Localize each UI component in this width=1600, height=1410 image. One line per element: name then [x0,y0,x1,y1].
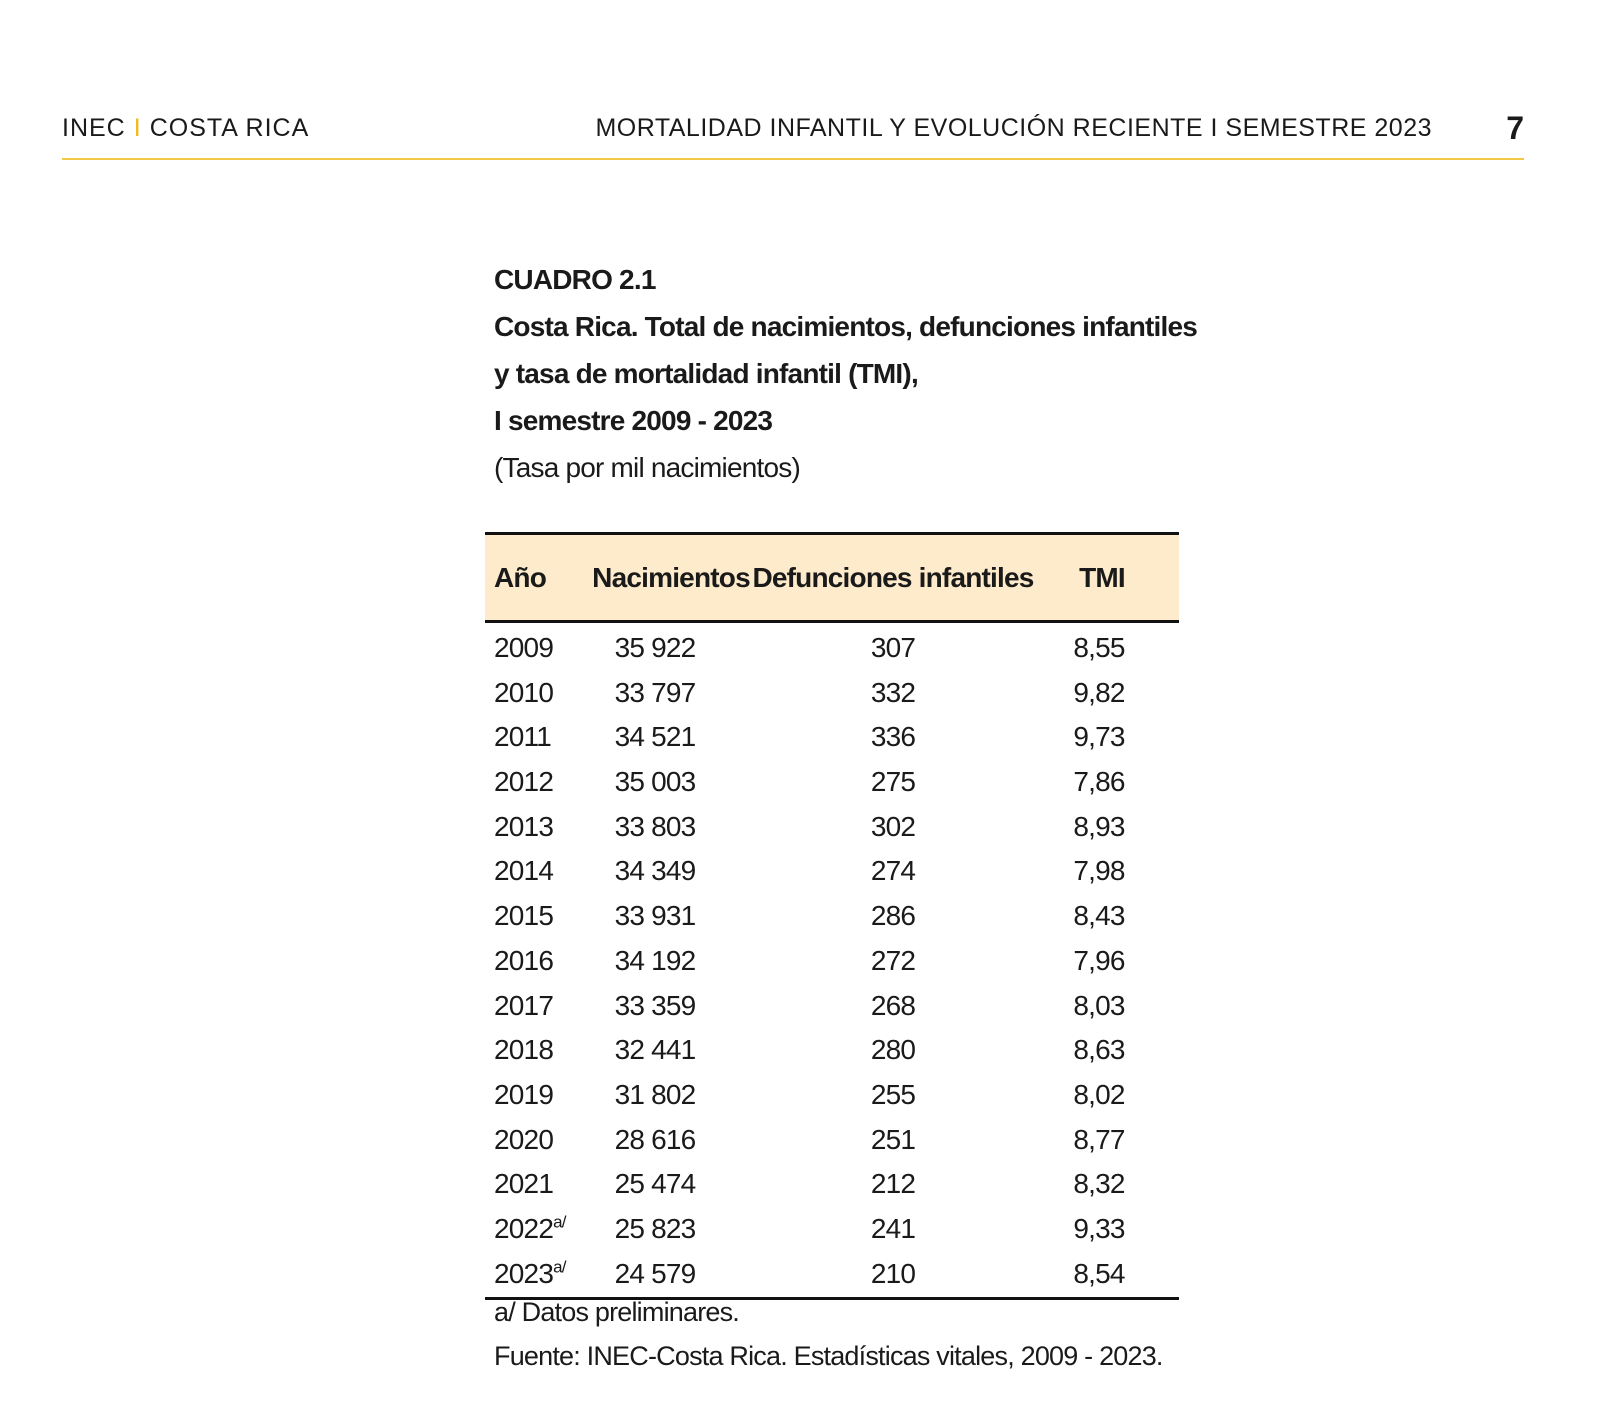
cell-year: 2010 [494,676,554,708]
table-row [485,804,1179,849]
org-left-label: INEC [62,114,126,142]
source-note: Fuente: INEC-Costa Rica. Estadísticas vitales, 2009 - 2023. [494,1341,1163,1371]
table-row [485,893,1179,938]
cell-year: 2018 [494,1034,554,1066]
cell-year: $2022^{a/}$ [494,1212,566,1244]
preliminary-marker: a/ [553,1212,566,1232]
table-row [485,714,1179,759]
cell-year: 2017 [494,989,554,1021]
cell-births: 32 441 [614,1034,696,1066]
table-label: CUADRO 2.1 [494,264,656,295]
cell-tmi: 8,02 [1073,1078,1125,1110]
cell-deaths: 268 [870,989,916,1021]
table-row [485,848,1179,893]
org-right-label: COSTA RICA [149,114,310,142]
cell-deaths: 332 [870,676,916,708]
column-header-year: Año [494,562,547,593]
table-unit: (Tasa por mil nacimientos) [494,452,800,483]
cell-tmi: 8,63 [1073,1034,1125,1066]
cell-deaths: 286 [870,900,916,932]
cell-deaths: 280 [870,1034,916,1066]
preliminary-marker: a/ [553,1257,566,1277]
table-row [485,625,1179,670]
cell-tmi: 8,77 [1073,1123,1125,1155]
cell-tmi: 7,96 [1073,944,1125,976]
table-row [485,1072,1179,1117]
cell-deaths: 255 [870,1078,916,1110]
cell-tmi: 8,43 [1073,900,1125,932]
cell-tmi: 8,32 [1073,1168,1125,1200]
cell-deaths: 241 [870,1212,916,1244]
cell-year: 2019 [494,1078,554,1110]
header-separator: I [133,114,142,142]
cell-births: 31 802 [614,1078,696,1110]
cell-deaths: 272 [870,944,916,976]
cell-tmi: 9,73 [1073,721,1125,753]
cell-tmi: 9,33 [1073,1212,1125,1244]
cell-deaths: 251 [870,1123,916,1155]
table-caption [494,256,1198,491]
cell-year: 2009 [494,632,554,663]
cell-births: 25 823 [614,1212,696,1244]
column-header-tmi: TMI [1079,562,1125,593]
table-row [485,1251,1179,1296]
table-row [485,1161,1179,1206]
cell-year: 2015 [494,900,554,932]
table-row [485,670,1179,715]
column-header-deaths: Defunciones infantiles [752,562,1034,593]
cell-deaths: 274 [870,855,916,887]
cell-tmi: 7,86 [1073,766,1125,798]
cell-year: $2023^{a/}$ [494,1257,566,1289]
table-body [485,623,1179,1300]
table-row [485,1117,1179,1162]
table-row [485,759,1179,804]
page-number: 7 [1506,110,1524,146]
cell-year: 2021 [494,1168,554,1200]
table-notes [494,1290,1163,1378]
cell-deaths: 275 [870,766,916,798]
table-row [485,1206,1179,1251]
data-table [485,532,1179,1300]
cell-deaths: 336 [870,721,916,753]
cell-births: 33 359 [614,989,696,1021]
table-row [485,938,1179,983]
cell-deaths: 307 [870,632,916,663]
cell-births: 28 616 [614,1123,696,1155]
cell-tmi: 7,98 [1073,855,1125,887]
cell-year: 2011 [494,721,552,753]
cell-births: 33 931 [614,900,696,932]
document-title: MORTALIDAD INFANTIL Y EVOLUCIÓN RECIENTE I SEMESTRE 2023 [595,114,1432,142]
cell-births: 35 003 [614,766,696,798]
cell-deaths: 302 [870,810,916,842]
cell-births: 34 521 [614,721,696,753]
table-header-row [485,532,1179,623]
cell-tmi: 8,54 [1073,1257,1125,1289]
cell-year: 2014 [494,855,554,887]
cell-births: 34 192 [614,944,696,976]
cell-tmi: 8,03 [1073,989,1125,1021]
table-title-line-3: I semestre 2009 - 2023 [494,405,773,436]
table-row [485,983,1179,1028]
table-row [485,1027,1179,1072]
cell-year: 2013 [494,810,554,842]
organization-name [62,114,309,143]
cell-year: 2020 [494,1123,554,1155]
footnote: a/ Datos preliminares. [494,1297,740,1327]
table-title-line-2: y tasa de mortalidad infantil (TMI), [494,358,918,389]
cell-births: 25 474 [614,1168,696,1200]
table-title-line-1: Costa Rica. Total de nacimientos, defunciones infantiles [494,311,1198,342]
cell-births: 33 803 [614,810,696,842]
cell-tmi: 8,55 [1073,632,1125,663]
cell-births: 34 349 [614,855,696,887]
cell-births: 24 579 [614,1257,696,1289]
cell-births: 35 922 [614,632,696,663]
cell-deaths: 210 [870,1257,916,1289]
cell-year: 2016 [494,944,554,976]
page-header [62,108,1524,160]
cell-births: 33 797 [614,676,696,708]
column-header-births: Nacimientos [592,562,750,593]
cell-tmi: 9,82 [1073,676,1125,708]
cell-deaths: 212 [870,1168,916,1200]
cell-tmi: 8,93 [1073,810,1125,842]
cell-year: 2012 [494,766,554,798]
